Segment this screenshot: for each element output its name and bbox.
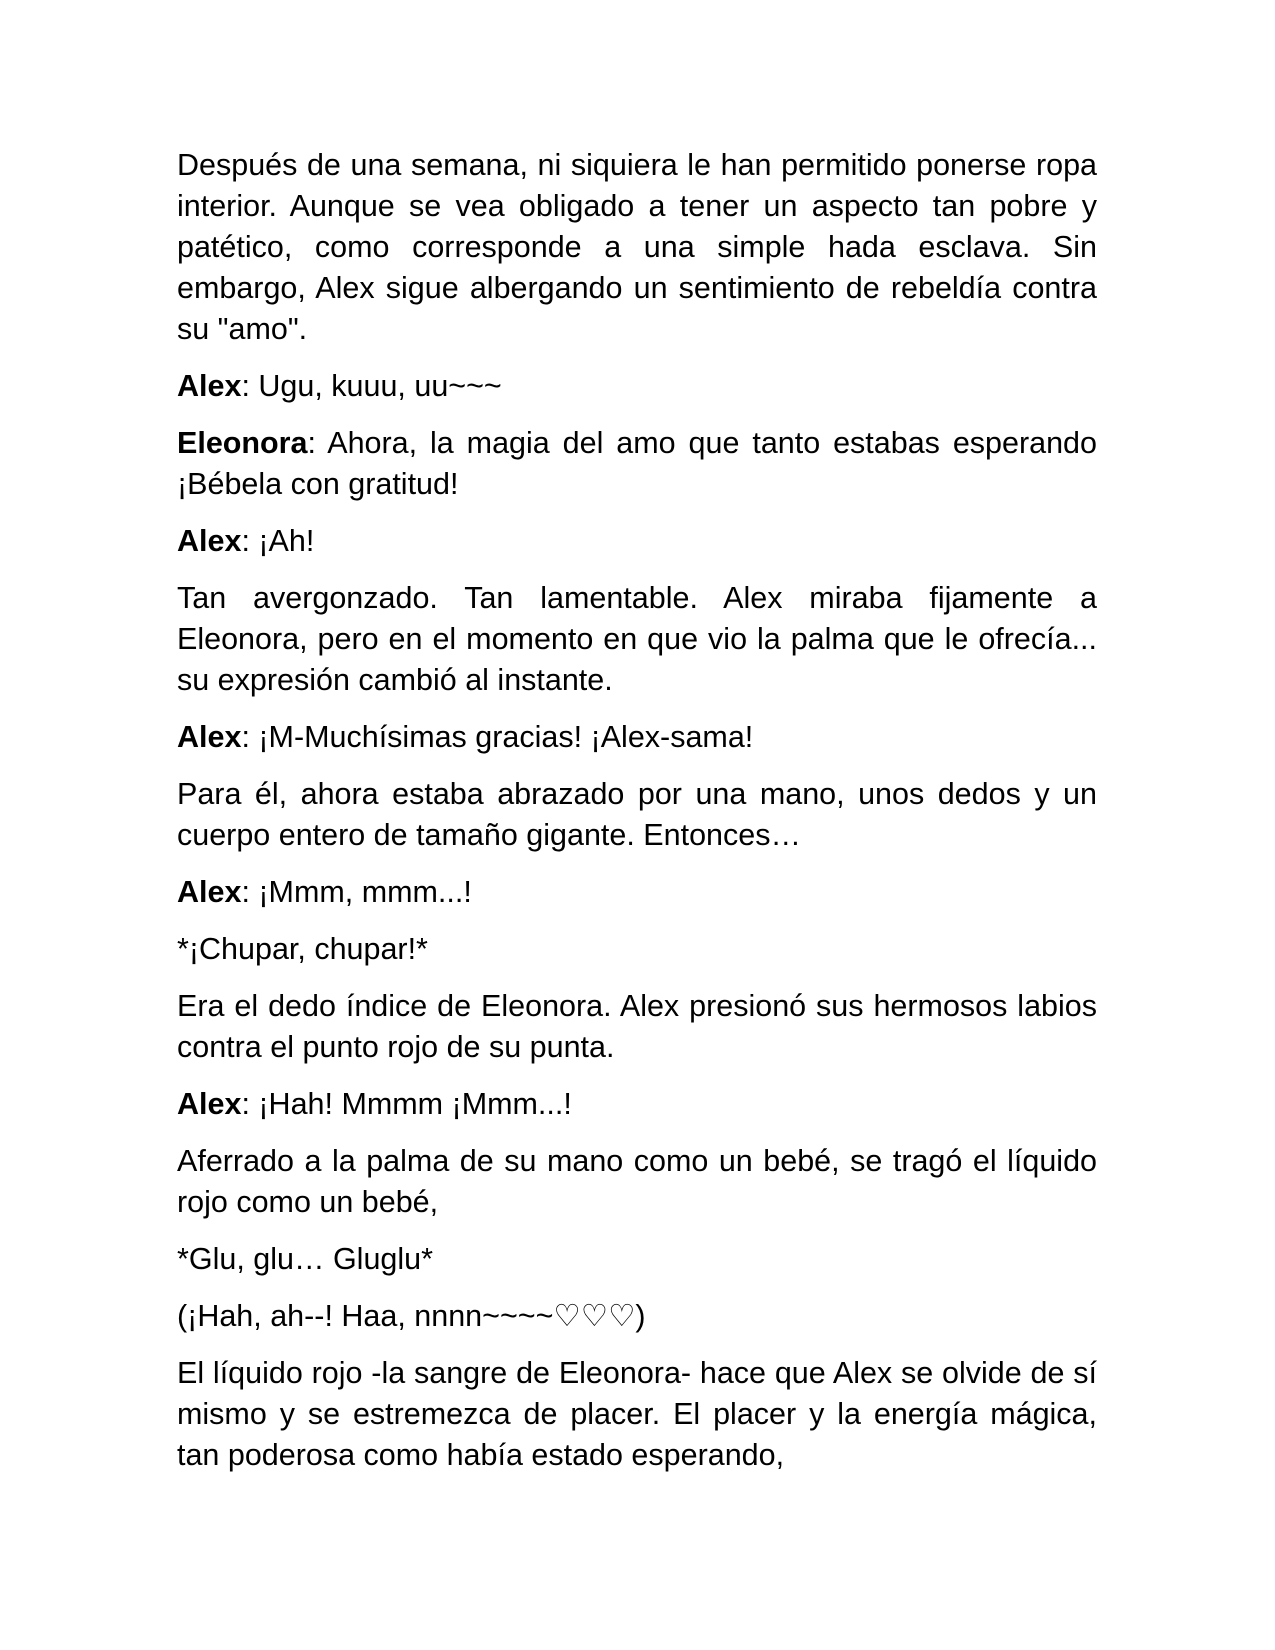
narration-paragraph: Tan avergonzado. Tan lamentable. Alex miraba fijamente a Eleonora, pero en el momento en que vio la palma que le ofrecía... su expresión cambió al instante. (177, 581, 1097, 697)
narration-paragraph: Para él, ahora estaba abrazado por una mano, unos dedos y un cuerpo entero de tamaño gigante. Entonces… (177, 777, 1097, 852)
narration-paragraph: Aferrado a la palma de su mano como un bebé, se tragó el líquido rojo como un bebé, (177, 1144, 1097, 1219)
speaker-name: Alex (177, 720, 242, 754)
dialogue-line (177, 717, 1097, 758)
dialogue-line (177, 521, 1097, 562)
speaker-name: Alex (177, 369, 242, 403)
dialogue-line (177, 872, 1097, 913)
sound-effect-line: *Glu, glu… Gluglu* (177, 1242, 433, 1276)
speaker-name: Eleonora (177, 426, 308, 460)
speaker-name: Alex (177, 875, 242, 909)
dialogue-text: : ¡Hah! Mmmm ¡Mmm...! (241, 1087, 572, 1121)
dialogue-text: : ¡M-Muchísimas gracias! ¡Alex-sama! (241, 720, 754, 754)
narration-paragraph: Después de una semana, ni siquiera le han permitido ponerse ropa interior. Aunque se vea obligado a tener un aspecto tan pobre y patético, como corresponde a una simple hada esclava. Sin embargo, Alex sigue albergando un sentimiento de rebeldía contra su "amo". (177, 148, 1097, 346)
speaker-name: Alex (177, 524, 242, 558)
dialogue-text: : Ahora, la magia del amo que tanto estabas esperando ¡Bébela con gratitud! (177, 426, 1097, 501)
dialogue-text: : Ugu, kuuu, uu~~~ (241, 369, 502, 403)
dialogue-line (177, 1084, 1097, 1125)
narration-paragraph: El líquido rojo -la sangre de Eleonora- hace que Alex se olvide de sí mismo y se estremezca de placer. El placer y la energía mágica, tan poderosa como había estado esperando, (177, 1356, 1097, 1472)
inner-thought-line: (¡Hah, ah--! Haa, nnnn~~~~♡♡♡) (177, 1299, 646, 1333)
narration-paragraph: Era el dedo índice de Eleonora. Alex presionó sus hermosos labios contra el punto rojo de su punta. (177, 989, 1097, 1064)
dialogue-line (177, 423, 1097, 505)
sound-effect-line: *¡Chupar, chupar!* (177, 932, 428, 966)
dialogue-text: : ¡Ah! (241, 524, 315, 558)
speaker-name: Alex (177, 1087, 242, 1121)
dialogue-text: : ¡Mmm, mmm...! (241, 875, 472, 909)
document-page (177, 145, 1097, 1492)
dialogue-line (177, 366, 1097, 407)
